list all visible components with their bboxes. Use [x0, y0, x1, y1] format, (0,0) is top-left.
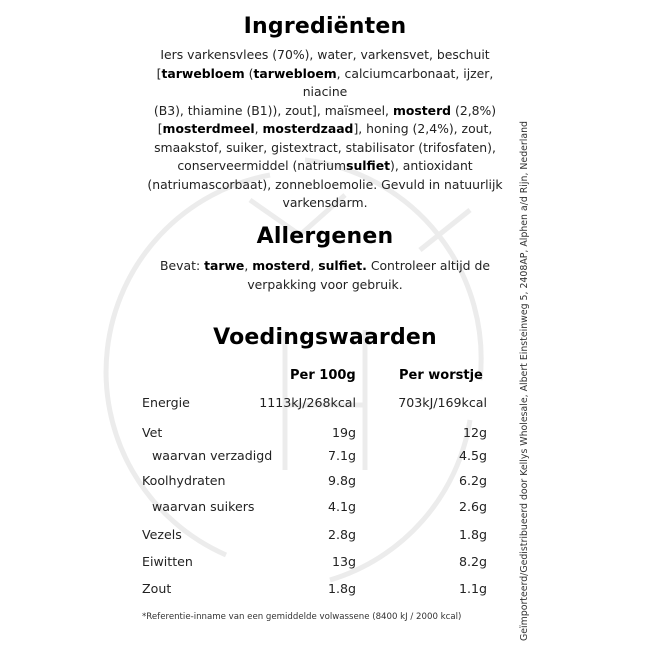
value-per-worstje: 2.6g — [458, 499, 487, 514]
nutrition-row — [142, 581, 492, 601]
value-per-100g: 1113kJ/268kcal — [259, 395, 356, 410]
value-per-100g: 7.1g — [327, 448, 356, 463]
allergens-title: Allergenen — [256, 224, 394, 249]
value-per-100g: 9.8g — [327, 473, 356, 488]
nutrient-label: Vezels — [142, 527, 182, 542]
value-per-100g: 2.8g — [327, 527, 356, 542]
nutrition-row — [142, 527, 492, 547]
nutrition-row — [142, 425, 492, 445]
nutrition-row — [142, 554, 492, 574]
nutrient-label: Zout — [142, 581, 172, 596]
nutrition-row — [142, 395, 492, 415]
allergens-text: Bevat: tarwe, mosterd, sulfiet. Controleer altijd de verpakking voor gebruik. — [160, 258, 490, 292]
nutrient-label: Energie — [142, 395, 190, 410]
ingredients-text: Iers varkensvlees (70%), water, varkensvet, beschuit [tarwebloem (tarwebloem, calciumcarbonaat, ijzer, niacine (B3), thiamine (B1)), zout], maïsmeel, mosterd (2,8%) [mosterdmeel, mosterdzaad], honing (2,4%), zout, smaakstof, suiker, gistextract, stabilisator (trifosfaten), conserveermiddel (natriumsulfiet), antioxidant (natriumascorbaat), zonnebloemolie. Gevuld in natuurlijk varkensdarm. — [147, 47, 503, 210]
value-per-worstje: 4.5g — [458, 448, 487, 463]
value-per-100g: 13g — [331, 554, 356, 569]
nutrient-label: Koolhydraten — [142, 473, 226, 488]
value-per-worstje: 1.8g — [458, 527, 487, 542]
value-per-100g: 1.8g — [327, 581, 356, 596]
value-per-worstje: 8.2g — [458, 554, 487, 569]
value-per-worstje: 12g — [462, 425, 487, 440]
value-per-worstje: 6.2g — [458, 473, 487, 488]
nutrition-row — [142, 499, 492, 519]
nutrient-label: Vet — [142, 425, 163, 440]
nutrient-label: waarvan suikers — [152, 499, 255, 514]
footnote: *Referentie-inname van een gemiddelde volwassene (8400 kJ / 2000 kcal) — [142, 612, 462, 622]
value-per-worstje: 1.1g — [458, 581, 487, 596]
nutrient-label: Eiwitten — [142, 554, 193, 569]
col-header-per-worstje: Per worstje — [399, 368, 483, 383]
nutrient-label: waarvan verzadigd — [152, 448, 273, 463]
distributor-text: Geïmporteerd/Gedistribueerd door Kellys Wholesale, Albert Einsteinweg 5, 2408AP, Alphen a/d Rijn, Nederland — [519, 120, 530, 641]
col-header-per-100g: Per 100g — [290, 368, 356, 383]
nutrition-title: Voedingswaarden — [213, 325, 437, 350]
nutrition-row — [142, 473, 492, 493]
value-per-100g: 4.1g — [327, 499, 356, 514]
value-per-100g: 19g — [331, 425, 356, 440]
nutrition-row — [142, 448, 492, 468]
ingredients-title: Ingrediënten — [243, 14, 407, 39]
value-per-worstje: 703kJ/169kcal — [398, 395, 487, 410]
